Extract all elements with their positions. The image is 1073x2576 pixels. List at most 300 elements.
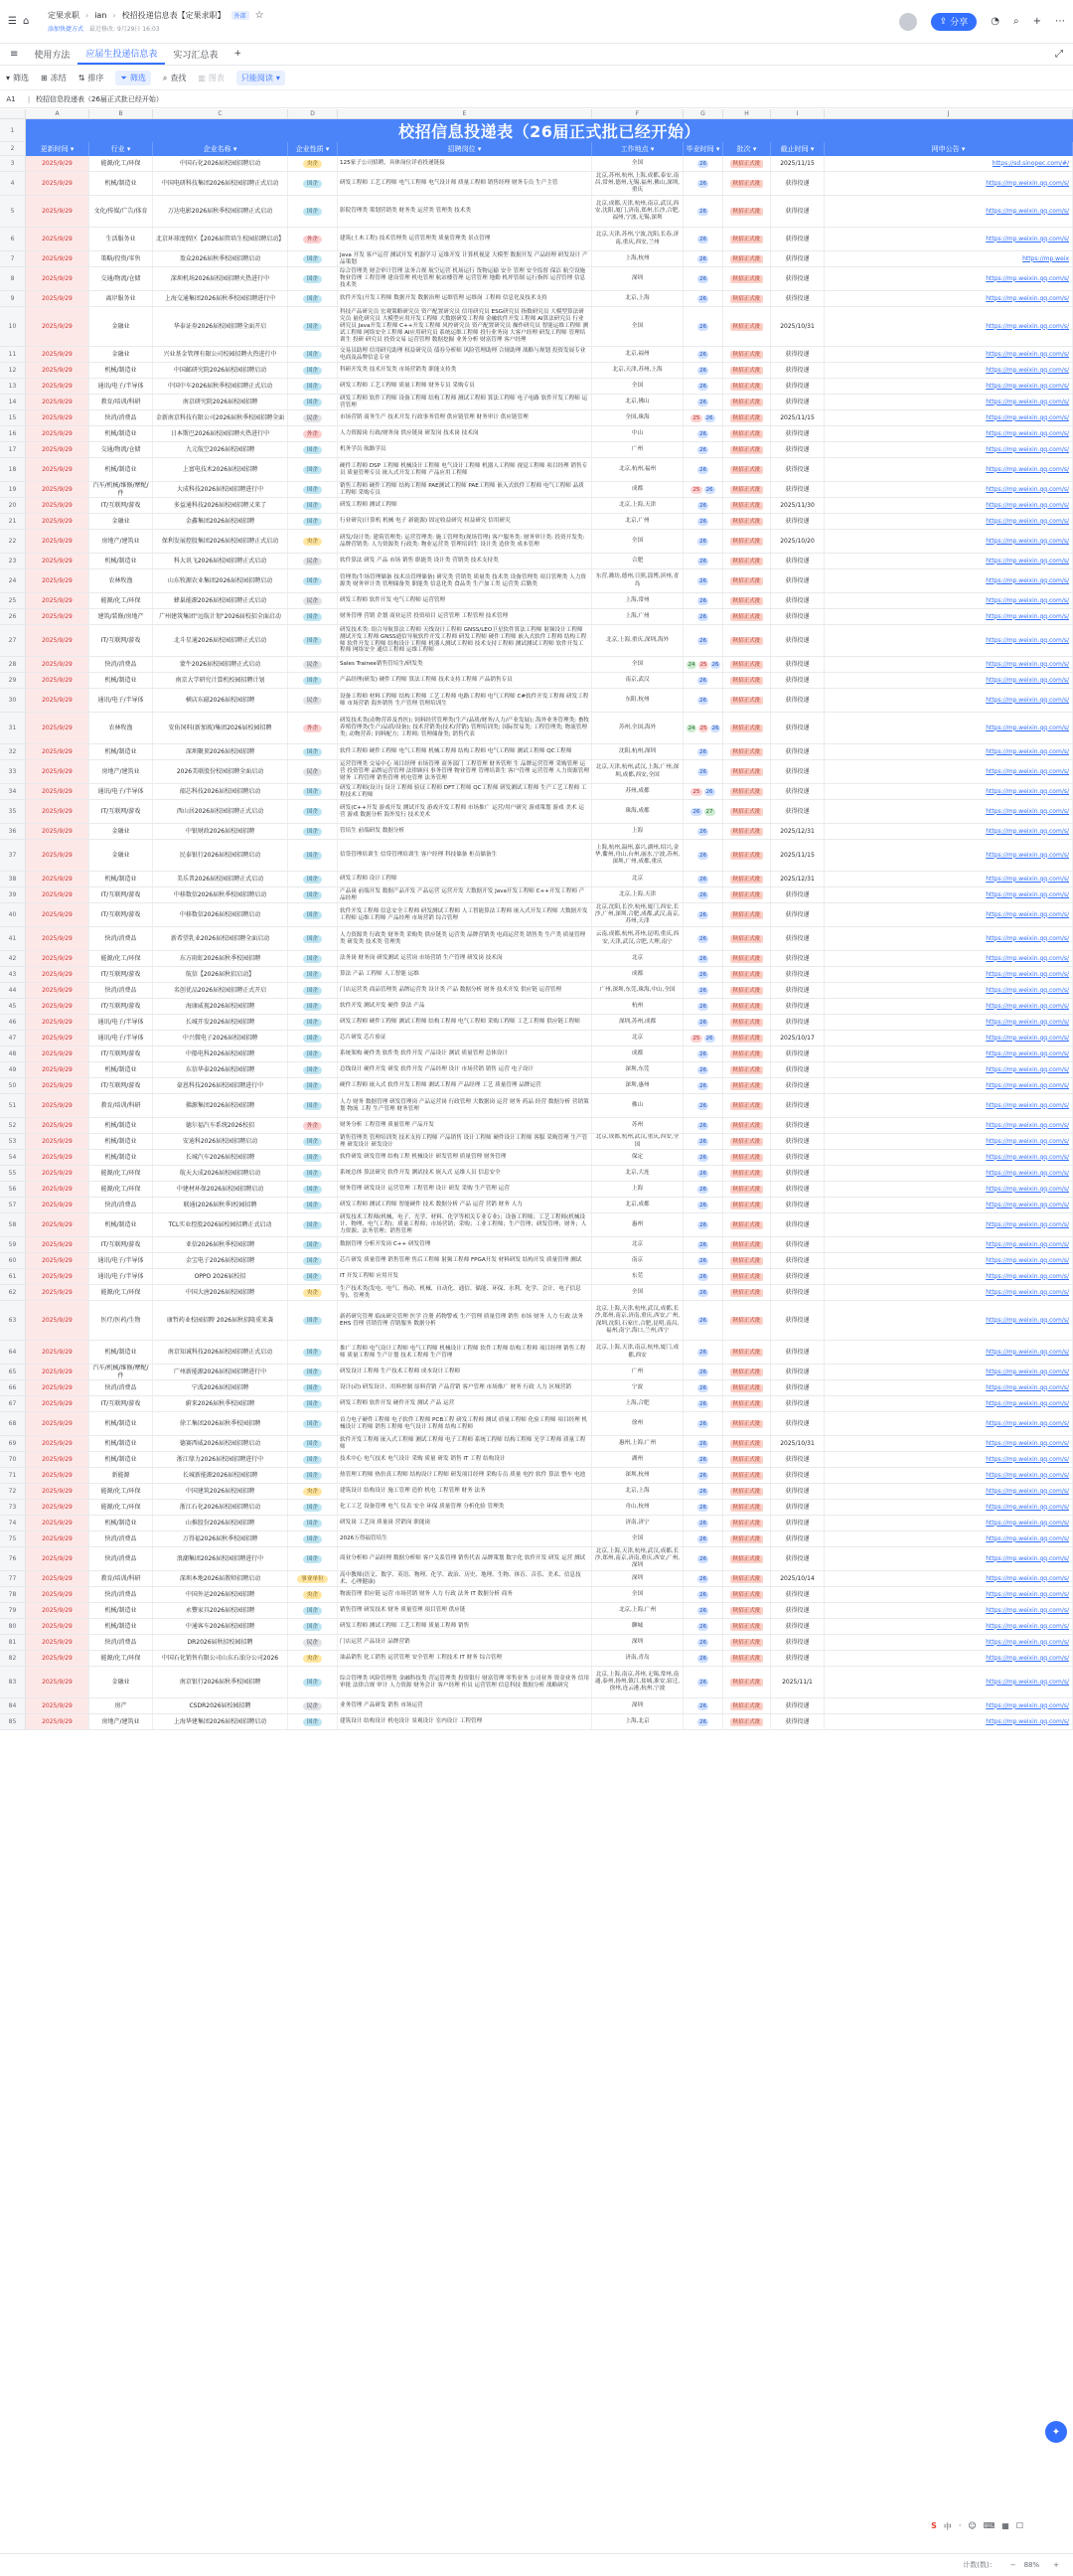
table-row[interactable] <box>26 800 1073 824</box>
cell-update-time[interactable]: 2025/9/29 <box>26 1484 89 1499</box>
cell-position[interactable]: 人力资源类 行政类 财务类 采购类 供应链类 运营类 品牌营销类 电商运营类 销售类 生产类 质量管理类 研发类 技术类 管理类 <box>338 927 592 950</box>
cell-company-type[interactable] <box>288 1015 338 1030</box>
row-header[interactable]: 54 <box>0 1150 26 1166</box>
row-header[interactable]: 84 <box>0 1698 26 1714</box>
cell-industry[interactable]: 机械/制造业 <box>89 1118 153 1133</box>
cell-location[interactable]: 全国 <box>592 530 684 553</box>
cell-position[interactable]: 技术中心 电气技术 电气设计 采购 质量 研发 销售 IT 工程 结构设计 <box>338 1452 592 1467</box>
sort-button[interactable]: ⇅ 排序 <box>77 74 104 82</box>
cell-apply-link[interactable]: https://mp.weixin.qq.com/s/ <box>825 1571 1073 1586</box>
cell-batch[interactable] <box>723 872 771 886</box>
cell-location[interactable]: 全国 <box>592 1587 684 1602</box>
cell-deadline[interactable]: 获得投递 <box>771 251 825 266</box>
cell-apply-link[interactable]: https://mp.weixin.qq.com/s/ <box>825 1062 1073 1077</box>
cell-company-type[interactable] <box>288 267 338 290</box>
cell-apply-link[interactable]: https://mp.weixin.qq.com/s/ <box>825 744 1073 759</box>
table-row[interactable] <box>26 172 1073 196</box>
header-cell[interactable]: 网申公告 ▾ <box>825 142 1073 156</box>
cell-company[interactable]: OPPO 2026届校招 <box>153 1269 288 1284</box>
cell-batch[interactable] <box>723 514 771 529</box>
cell-batch[interactable] <box>723 713 771 743</box>
cell-location[interactable]: 广州,深圳,东莞,珠海,中山,全国 <box>592 983 684 998</box>
cell-update-time[interactable]: 2025/9/29 <box>26 1619 89 1634</box>
cell-position[interactable]: 生产技术类(发电、电气、热动、机械、自动化、通信、储能、环保、水利、化学、会计、电子信息等)、管理类 <box>338 1285 592 1300</box>
table-row[interactable] <box>26 1619 1073 1635</box>
cell-apply-link[interactable]: https://mp.weixin.qq.com/s/ <box>825 554 1073 568</box>
cell-position[interactable]: 研发(C++开发 游戏开发 测试开发 游戏开发工程师 市场推广 运营/用户研究 游戏策划 游戏 美术 运营 游戏 数据分析 海外发行 技术美术 <box>338 800 592 823</box>
cell-position[interactable]: 科研开发类 技术开发类 市场营销类 职能支持类 <box>338 363 592 378</box>
cell-grad-year[interactable] <box>684 689 723 712</box>
cell-company-type[interactable] <box>288 1118 338 1133</box>
cell-location[interactable]: 北京,上海,天津 <box>592 887 684 902</box>
zoom-out-icon[interactable]: − <box>1009 2561 1016 2569</box>
cell-company[interactable]: 中银财政2026届校园招聘 <box>153 824 288 839</box>
table-row[interactable] <box>26 1237 1073 1253</box>
cell-position[interactable]: 设备工程师 材料工程师 结构工程师 工艺工程师 电路工程师 电气工程师 C#软件开发工程师 研发工程师 市场营销 海外销售 生产管理 管理培训生 <box>338 689 592 712</box>
cell-company[interactable]: 豪恩科技2026届校园招聘进行中 <box>153 1078 288 1093</box>
cell-company-type[interactable] <box>288 291 338 306</box>
cell-company[interactable]: 中国电研科技集团2026届校园招聘正式启动 <box>153 172 288 195</box>
find-button[interactable]: ⌕ 查找 <box>162 73 187 82</box>
cell-apply-link[interactable]: https://mp.weixin.qq.com/s/ <box>825 1698 1073 1713</box>
cell-grad-year[interactable] <box>684 1062 723 1077</box>
cell-batch[interactable] <box>723 1031 771 1046</box>
cell-batch[interactable] <box>723 1213 771 1236</box>
cell-company-type[interactable] <box>288 673 338 688</box>
table-row[interactable] <box>26 784 1073 800</box>
cell-company-type[interactable] <box>288 395 338 409</box>
cell-batch[interactable] <box>723 887 771 902</box>
cell-apply-link[interactable]: https://mp.weixin.qq.com/s/ <box>825 1341 1073 1364</box>
table-row[interactable] <box>26 1468 1073 1484</box>
ime-button[interactable]: ▦ <box>1001 2521 1009 2530</box>
cell-grad-year[interactable] <box>684 395 723 409</box>
cell-industry[interactable]: 通讯/电子/半导体 <box>89 1269 153 1284</box>
cell-apply-link[interactable]: https://mp.weixin.qq.com/s/ <box>825 569 1073 592</box>
cell-deadline[interactable]: 获得投递 <box>771 1301 825 1340</box>
cell-company-type[interactable] <box>288 1182 338 1197</box>
table-row[interactable] <box>26 554 1073 569</box>
cell-apply-link[interactable]: https://mp.weixin.qq.com/s/ <box>825 363 1073 378</box>
row-header[interactable]: 74 <box>0 1516 26 1531</box>
cell-company[interactable]: 北京环球度假区【2026届管培生校园招聘启动】 <box>153 228 288 250</box>
cell-update-time[interactable]: 2025/9/29 <box>26 363 89 378</box>
cell-position[interactable]: 业务管理 产品研发 销售 市场运营 <box>338 1698 592 1713</box>
cell-industry[interactable]: 机械/制造业 <box>89 1619 153 1634</box>
header-cell[interactable]: 截止时间 ▾ <box>771 142 825 156</box>
cell-location[interactable]: 东营,潍坊,德州,日照,淄博,滨州,青岛 <box>592 569 684 592</box>
cell-update-time[interactable]: 2025/9/29 <box>26 379 89 394</box>
cell-position[interactable]: 研发设计工程师 生产技术工程师 成本设计工程师 <box>338 1365 592 1379</box>
cell-location[interactable]: 北京,天津,苏州,上海 <box>592 363 684 378</box>
cell-company[interactable]: 南京大学研究计算机校园招聘计划 <box>153 673 288 688</box>
cell-update-time[interactable]: 2025/9/29 <box>26 673 89 688</box>
cell-deadline[interactable]: 获得投递 <box>771 1198 825 1212</box>
cell-deadline[interactable]: 获得投递 <box>771 267 825 290</box>
row-header[interactable]: 63 <box>0 1301 26 1341</box>
cell-position[interactable]: 物流管理 供应链 运营 市场营销 财务 人力 行政 法务 IT 数据分析 商务 <box>338 1587 592 1602</box>
cell-apply-link[interactable]: https://mp.weixin.qq.com/s/ <box>825 1094 1073 1117</box>
cell-grad-year[interactable] <box>684 1516 723 1530</box>
cell-company-type[interactable] <box>288 1468 338 1483</box>
cell-company[interactable]: 新希望乳业2026届校园招聘全面启动 <box>153 927 288 950</box>
cell-batch[interactable] <box>723 1094 771 1117</box>
column-header[interactable]: A <box>26 109 89 119</box>
cell-deadline[interactable]: 2025/10/31 <box>771 307 825 346</box>
table-row[interactable] <box>26 673 1073 689</box>
cell-company[interactable]: 浙江石化2026届校园招聘启动 <box>153 1500 288 1515</box>
cell-apply-link[interactable]: https://mp.weixin.qq.com/s/ <box>825 1484 1073 1499</box>
cell-location[interactable]: 深圳 <box>592 267 684 290</box>
cell-industry[interactable]: 机械/制造业 <box>89 1341 153 1364</box>
cell-company[interactable]: 中国石化销售有限公司山东石油分公司2026 <box>153 1651 288 1666</box>
row-header[interactable]: 49 <box>0 1062 26 1078</box>
cell-location[interactable]: 成都 <box>592 967 684 982</box>
cell-industry[interactable]: 机械/制造业 <box>89 1412 153 1435</box>
cell-position[interactable]: 建筑设计 结构设计 机电设计 景观设计 室内设计 工程管理 <box>338 1714 592 1729</box>
cell-apply-link[interactable]: https://mp.weixin.qq.com/s/ <box>825 1667 1073 1697</box>
expand-icon[interactable]: ⤢ <box>1055 48 1063 60</box>
cell-company[interactable]: CSDR2026届校园招聘 <box>153 1698 288 1713</box>
cell-company-type[interactable] <box>288 172 338 195</box>
row-header[interactable]: 81 <box>0 1635 26 1651</box>
cell-deadline[interactable]: 获得投递 <box>771 442 825 457</box>
row-header[interactable]: 42 <box>0 951 26 967</box>
cell-grad-year[interactable] <box>684 1341 723 1364</box>
tab-graduate-list[interactable]: 应届生投递信息表 <box>77 43 165 65</box>
cell-position[interactable]: 财务管理 研发设计 运营管理 工程管理 设计 研发 采购 生产管理 运营 <box>338 1182 592 1197</box>
cell-deadline[interactable]: 获得投递 <box>771 1603 825 1618</box>
table-row[interactable] <box>26 744 1073 760</box>
cell-location[interactable]: 苏州,成都 <box>592 784 684 799</box>
cell-grad-year[interactable] <box>684 1182 723 1197</box>
cell-industry[interactable]: 机械/制造业 <box>89 554 153 568</box>
row-header[interactable]: 56 <box>0 1182 26 1198</box>
table-row[interactable] <box>26 498 1073 514</box>
search-icon[interactable]: ⌕ <box>1013 16 1019 27</box>
cell-deadline[interactable]: 获得投递 <box>771 1078 825 1093</box>
cell-grad-year[interactable] <box>684 1198 723 1212</box>
cell-apply-link[interactable]: https://mp.weixin.qq.com/s/ <box>825 498 1073 513</box>
cell-grad-year[interactable] <box>684 903 723 926</box>
cell-industry[interactable]: 金融业 <box>89 1667 153 1697</box>
cell-position[interactable]: 总线设计 硬件开发 研发 软件开发 产品经理 设计 市场营销 销售 运营 电子设计 <box>338 1062 592 1077</box>
cell-batch[interactable] <box>723 1651 771 1666</box>
table-row[interactable] <box>26 1118 1073 1134</box>
cell-deadline[interactable]: 获得投递 <box>771 689 825 712</box>
row-header[interactable]: 70 <box>0 1452 26 1468</box>
cell-industry[interactable]: 策略/投资/零售 <box>89 251 153 266</box>
cell-batch[interactable] <box>723 1667 771 1697</box>
cell-company-type[interactable] <box>288 1587 338 1602</box>
star-icon[interactable]: ☆ <box>254 10 264 21</box>
table-row[interactable] <box>26 1150 1073 1166</box>
cell-company[interactable]: 南京知诚科技2026届校园招聘正式启动 <box>153 1341 288 1364</box>
cell-apply-link[interactable]: https://mp.weixin.qq.com/s/ <box>825 1516 1073 1530</box>
cell-apply-link[interactable]: https://mp.weixin.qq.com/s/ <box>825 1118 1073 1133</box>
sheet-grid[interactable] <box>0 109 1073 2553</box>
cell-deadline[interactable]: 2025/11/1 <box>771 1667 825 1697</box>
cell-company-type[interactable] <box>288 784 338 799</box>
cell-company[interactable]: 联通(2026届秋季)校园招聘 <box>153 1198 288 1212</box>
cell-apply-link[interactable]: https://mp.weixin.qq.com/s/ <box>825 1015 1073 1030</box>
cell-location[interactable]: 珠海,成都 <box>592 800 684 823</box>
cell-company[interactable]: 2026美联股份校园招聘全面启动 <box>153 760 288 783</box>
cell-apply-link[interactable]: https://mp.weixin.qq.com/s/ <box>825 1651 1073 1666</box>
cell-industry[interactable]: IT/互联网/游戏 <box>89 1396 153 1411</box>
cell-location[interactable]: 佛山 <box>592 1094 684 1117</box>
cell-company-type[interactable] <box>288 625 338 656</box>
cell-update-time[interactable]: 2025/9/29 <box>26 1667 89 1697</box>
cell-industry[interactable]: 房地产/建筑业 <box>89 760 153 783</box>
cell-location[interactable]: 北京,上海,天津,南京,杭州,厦门,成都,西安 <box>592 1341 684 1364</box>
cell-location[interactable]: 深圳 <box>592 1635 684 1650</box>
cell-batch[interactable] <box>723 1301 771 1340</box>
breadcrumb-item[interactable]: ian <box>94 11 107 20</box>
cell-update-time[interactable]: 2025/9/29 <box>26 1015 89 1030</box>
cell-company-type[interactable] <box>288 903 338 926</box>
table-row[interactable] <box>26 1365 1073 1380</box>
cell-update-time[interactable]: 2025/9/29 <box>26 593 89 608</box>
cell-deadline[interactable]: 获得投递 <box>771 347 825 362</box>
table-row[interactable] <box>26 1062 1073 1078</box>
cell-position[interactable]: 门店运营 产品设计 品牌营销 <box>338 1635 592 1650</box>
cell-deadline[interactable]: 获得投递 <box>771 593 825 608</box>
row-header[interactable]: 29 <box>0 673 26 689</box>
cell-deadline[interactable]: 获得投递 <box>771 1046 825 1061</box>
document-title[interactable]: 校招投递信息表【定果求职】 <box>121 11 226 20</box>
row-header[interactable]: 12 <box>0 363 26 379</box>
table-row[interactable] <box>26 1500 1073 1516</box>
cell-industry[interactable]: 机械/制造业 <box>89 172 153 195</box>
row-header[interactable]: 10 <box>0 307 26 347</box>
cell-apply-link[interactable]: https://mp.weixin.qq.com/s/ <box>825 872 1073 886</box>
cell-deadline[interactable]: 获得投递 <box>771 1468 825 1483</box>
row-header[interactable]: 40 <box>0 903 26 927</box>
cell-location[interactable]: 全国 <box>592 379 684 394</box>
cell-update-time[interactable]: 2025/9/29 <box>26 744 89 759</box>
cell-company-type[interactable] <box>288 887 338 902</box>
cell-apply-link[interactable]: https://mp.weixin.qq.com/s/ <box>825 1500 1073 1515</box>
cell-company-type[interactable] <box>288 1134 338 1149</box>
cell-apply-link[interactable]: https://mp.weixin.qq.com/s/ <box>825 228 1073 250</box>
cell-company-type[interactable] <box>288 1301 338 1340</box>
cell-deadline[interactable]: 2025/12/31 <box>771 824 825 839</box>
cell-industry[interactable]: 快消/消费品 <box>89 927 153 950</box>
cell-industry[interactable]: 医疗/医药/生物 <box>89 1301 153 1340</box>
cell-deadline[interactable]: 获得投递 <box>771 760 825 783</box>
row-header[interactable]: 19 <box>0 482 26 498</box>
row-header[interactable]: 8 <box>0 267 26 291</box>
cell-deadline[interactable]: 获得投递 <box>771 1619 825 1634</box>
cell-location[interactable]: 北京,上海 <box>592 1484 684 1499</box>
cell-apply-link[interactable]: https://sd.sinopec.com/#/ <box>825 156 1073 171</box>
row-header[interactable]: 32 <box>0 744 26 760</box>
cell-location[interactable]: 济南,济宁 <box>592 1516 684 1530</box>
cell-grad-year[interactable] <box>684 569 723 592</box>
row-header[interactable]: 52 <box>0 1118 26 1134</box>
cell-apply-link[interactable]: https://mp.weixin.qq.com/s/ <box>825 1182 1073 1197</box>
row-header[interactable]: 58 <box>0 1213 26 1237</box>
cell-update-time[interactable]: 2025/9/29 <box>26 1516 89 1530</box>
cell-company[interactable]: 浪潮集团2026届校园招聘进行中 <box>153 1547 288 1570</box>
header-cell[interactable]: 毕业时间 ▾ <box>684 142 723 156</box>
table-row[interactable] <box>26 1484 1073 1500</box>
cell-industry[interactable]: 建筑/装修/房地产 <box>89 609 153 624</box>
cell-company[interactable]: 长城开发2026届校园招聘 <box>153 1015 288 1030</box>
cell-apply-link[interactable]: https://mp.weixin.qq.com/s/ <box>825 1269 1073 1284</box>
cell-apply-link[interactable]: https://mp.weixin.qq.com/s/ <box>825 840 1073 871</box>
cell-batch[interactable] <box>723 347 771 362</box>
cell-company-type[interactable] <box>288 1667 338 1697</box>
cell-deadline[interactable]: 2025/10/17 <box>771 1031 825 1046</box>
cell-industry[interactable]: 快消/消费品 <box>89 1380 153 1395</box>
cell-industry[interactable]: IT/互联网/游戏 <box>89 967 153 982</box>
cell-grad-year[interactable] <box>684 1436 723 1451</box>
cell-position[interactable]: 研发工程师 工艺工程师 质量工程师 财务专员 采购专员 <box>338 379 592 394</box>
cell-batch[interactable] <box>723 903 771 926</box>
row-header[interactable]: 17 <box>0 442 26 458</box>
cell-company[interactable]: DR2026届秋招校园招聘 <box>153 1635 288 1650</box>
row-header[interactable]: 65 <box>0 1365 26 1380</box>
cell-location[interactable]: 深圳,东莞 <box>592 1062 684 1077</box>
table-row[interactable] <box>26 1341 1073 1365</box>
cell-grad-year[interactable] <box>684 824 723 839</box>
cell-deadline[interactable]: 2025/12/31 <box>771 872 825 886</box>
cell-position[interactable]: 信贷管理培训生 信贷管理培训生 客户经理 科技储备 柜员储备生 <box>338 840 592 871</box>
cell-deadline[interactable]: 获得投递 <box>771 228 825 250</box>
table-row[interactable] <box>26 363 1073 379</box>
cell-company-type[interactable] <box>288 1094 338 1117</box>
cell-location[interactable]: 北京,广州 <box>592 514 684 529</box>
cell-company-type[interactable] <box>288 824 338 839</box>
column-header[interactable]: G <box>684 109 723 119</box>
cell-update-time[interactable]: 2025/9/29 <box>26 713 89 743</box>
cell-grad-year[interactable] <box>684 1651 723 1666</box>
cell-company[interactable]: 东方雨虹2026届秋季校园招聘 <box>153 951 288 966</box>
cell-grad-year[interactable] <box>684 1237 723 1252</box>
table-row[interactable] <box>26 1587 1073 1603</box>
row-header[interactable]: 24 <box>0 569 26 593</box>
row-header[interactable]: 25 <box>0 593 26 609</box>
cell-batch[interactable] <box>723 673 771 688</box>
cell-deadline[interactable]: 获得投递 <box>771 800 825 823</box>
cell-deadline[interactable]: 获得投递 <box>771 1380 825 1395</box>
cell-location[interactable]: 东阳,杭州 <box>592 689 684 712</box>
cell-apply-link[interactable]: https://mp.weixin.qq.com/s/ <box>825 1253 1073 1268</box>
cell-industry[interactable]: 快消/消费品 <box>89 1587 153 1602</box>
cell-update-time[interactable]: 2025/9/29 <box>26 1031 89 1046</box>
cell-company-type[interactable] <box>288 744 338 759</box>
table-row[interactable] <box>26 625 1073 657</box>
ime-button[interactable]: · <box>958 2521 962 2530</box>
cell-company-type[interactable] <box>288 1500 338 1515</box>
cell-position[interactable]: 研发工程师 设计工程师 <box>338 872 592 886</box>
cell-deadline[interactable]: 2025/11/30 <box>771 498 825 513</box>
table-row[interactable] <box>26 1603 1073 1619</box>
cell-deadline[interactable]: 获得投递 <box>771 482 825 497</box>
cell-update-time[interactable]: 2025/9/29 <box>26 1531 89 1546</box>
home-icon[interactable]: ⌂ <box>22 16 30 27</box>
cell-deadline[interactable]: 获得投递 <box>771 657 825 672</box>
cell-company-type[interactable] <box>288 1484 338 1499</box>
cell-company-type[interactable] <box>288 1698 338 1713</box>
cell-location[interactable]: 北京 <box>592 872 684 886</box>
cell-update-time[interactable]: 2025/9/29 <box>26 1285 89 1300</box>
cell-position[interactable]: 化工工艺 设备管理 电气 仪表 安全 环保 质量管理 分析化验 管理类 <box>338 1500 592 1515</box>
cell-update-time[interactable]: 2025/9/29 <box>26 569 89 592</box>
zoom-level[interactable]: 88% <box>1023 2561 1040 2569</box>
cell-industry[interactable]: 能源/化工/环保 <box>89 1285 153 1300</box>
table-row[interactable] <box>26 1094 1073 1118</box>
cell-position[interactable]: 财务管理 营销 企划 商业运营 投资项目 运营管理 工程管理 技术管理 <box>338 609 592 624</box>
add-sheet-icon[interactable]: + <box>233 49 241 59</box>
cell-position[interactable]: 热管理工程师 热仿真工程师 结构设计工程师 研发项目经理 采购专员 质量 电控 软件 算法 整车 电池 <box>338 1468 592 1483</box>
table-row[interactable] <box>26 458 1073 482</box>
table-row[interactable] <box>26 1031 1073 1046</box>
row-header[interactable]: 61 <box>0 1269 26 1285</box>
cell-grad-year[interactable] <box>684 156 723 171</box>
cell-update-time[interactable]: 2025/9/29 <box>26 1635 89 1650</box>
cell-deadline[interactable]: 获得投递 <box>771 1698 825 1713</box>
table-row[interactable] <box>26 307 1073 347</box>
cell-position[interactable]: 研发/设计类: 建筑管理类: 运营管理类: 施工管理类(现场管理) 客户服务类: 财务审计类: 投资开发类: 品牌营销类: 人力资源类 行政类: 物业运营类 管理培训生 设计类 造价类 成本管理 <box>338 530 592 553</box>
cell-deadline[interactable]: 获得投递 <box>771 673 825 688</box>
cell-apply-link[interactable]: https://mp.weixin.qq.com/s/ <box>825 410 1073 425</box>
cell-company-type[interactable] <box>288 442 338 457</box>
cell-deadline[interactable]: 获得投递 <box>771 1651 825 1666</box>
cell-apply-link[interactable]: https://mp.weixin.qq.com/s/ <box>825 760 1073 783</box>
cell-batch[interactable] <box>723 1150 771 1165</box>
cell-location[interactable]: 深圳 <box>592 1698 684 1713</box>
cell-apply-link[interactable]: https://mp.weixin.qq.com/s/ <box>825 1380 1073 1395</box>
cell-company-type[interactable] <box>288 569 338 592</box>
cell-update-time[interactable]: 2025/9/29 <box>26 347 89 362</box>
cell-grad-year[interactable] <box>684 1094 723 1117</box>
sheet-title[interactable]: 校招信息投递表（26届正式批已经开始） <box>26 119 1073 142</box>
cell-company[interactable]: 中国大唐2026届校园招聘 <box>153 1285 288 1300</box>
cell-company[interactable]: 西山居2026届校园招聘正式启动 <box>153 800 288 823</box>
cell-industry[interactable]: 文化/传媒/广告/体育 <box>89 196 153 227</box>
cell-company[interactable]: 韶芯科技2026届校园招聘启动 <box>153 784 288 799</box>
row-header[interactable]: 15 <box>0 410 26 426</box>
cell-position[interactable]: 研发工程师 软件工程师 设备工程师 结构工程师 测试工程师 算法工程师 电子电路 软件开发工程师 运营管理 <box>338 395 592 409</box>
cell-grad-year[interactable] <box>684 426 723 441</box>
cell-company-type[interactable] <box>288 307 338 346</box>
cell-grad-year[interactable] <box>684 1619 723 1634</box>
row-header[interactable]: 16 <box>0 426 26 442</box>
table-row[interactable] <box>26 482 1073 498</box>
cell-batch[interactable] <box>723 1698 771 1713</box>
cell-company[interactable]: 深圳本地2026届教师招聘启动 <box>153 1571 288 1586</box>
cell-update-time[interactable]: 2025/9/29 <box>26 1166 89 1181</box>
cell-deadline[interactable]: 获得投递 <box>771 1062 825 1077</box>
table-row[interactable] <box>26 1452 1073 1468</box>
cell-batch[interactable] <box>723 1412 771 1435</box>
cell-company-type[interactable] <box>288 1166 338 1181</box>
cell-grad-year[interactable] <box>684 458 723 481</box>
cell-company[interactable]: 南京银行2026届秋季校园招聘 <box>153 1667 288 1697</box>
cell-company-type[interactable] <box>288 1213 338 1236</box>
cell-industry[interactable]: 通讯/电子/半导体 <box>89 784 153 799</box>
cell-deadline[interactable]: 获得投递 <box>771 1516 825 1530</box>
table-row[interactable] <box>26 1213 1073 1237</box>
cell-location[interactable]: 惠州 <box>592 1213 684 1236</box>
cell-apply-link[interactable]: https://mp.weixin.qq.com/s/ <box>825 514 1073 529</box>
cell-industry[interactable]: 交通/物流/仓储 <box>89 267 153 290</box>
cell-deadline[interactable]: 获得投递 <box>771 363 825 378</box>
add-icon[interactable]: + <box>1032 16 1041 27</box>
